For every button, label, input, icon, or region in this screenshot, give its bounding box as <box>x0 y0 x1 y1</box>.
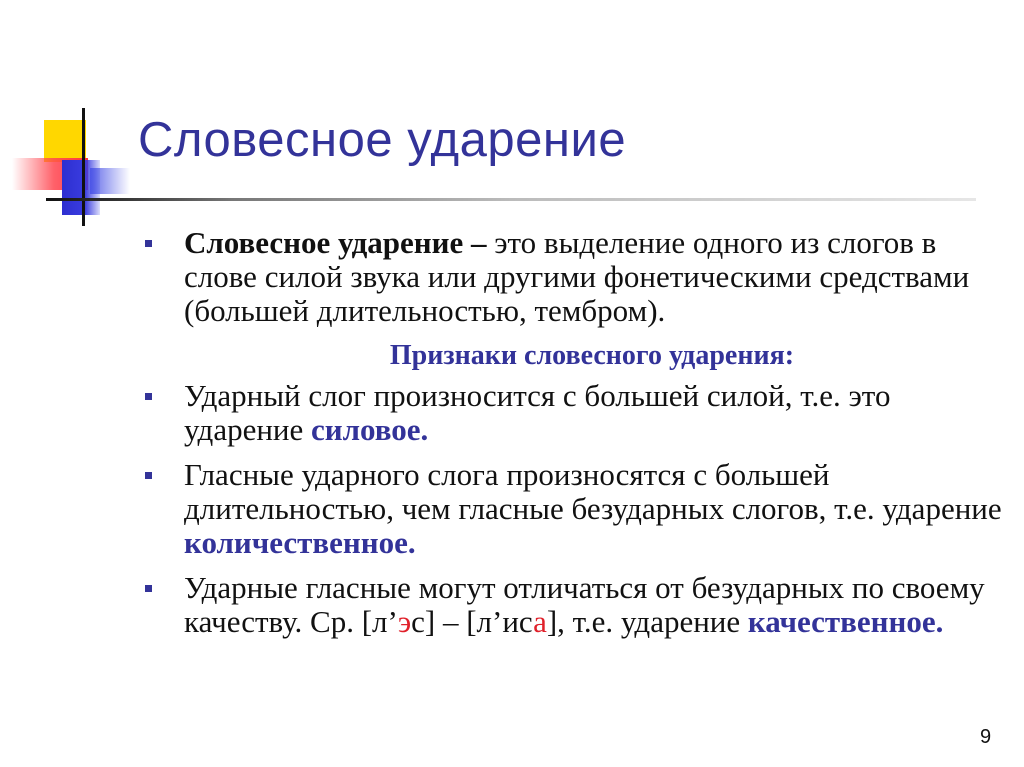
bullet-text: с] – [л’ис <box>411 604 534 639</box>
bullet-icon <box>145 585 152 592</box>
bullet-icon <box>145 472 152 479</box>
stressed-vowel: а <box>533 604 547 639</box>
bullet-icon <box>145 240 152 247</box>
bullet-text: ], т.е. ударение <box>546 604 748 639</box>
definition-term: Словесное ударение <box>184 225 464 260</box>
bullet-accent-term: количественное. <box>184 525 416 560</box>
slide-content <box>142 226 1002 650</box>
definition-text: это выделение одного из слогов в слове силой звука или другими фонетическими средствами (большей длительностью, тембром). <box>184 225 970 328</box>
bullet-accent-term: качественное. <box>747 604 944 639</box>
stressed-vowel: э <box>397 604 412 639</box>
page-number: 9 <box>980 726 992 748</box>
bullet-text: Ударный слог произносится с большей силой, т.е. это ударение <box>184 378 891 447</box>
blue-gradient-shape <box>90 168 130 194</box>
yellow-square-shape <box>44 120 86 162</box>
bullet-item <box>142 458 1002 560</box>
slide-title: Словесное ударение <box>138 113 627 167</box>
bullet-accent-term: силовое. <box>311 412 429 447</box>
definition-dash: – <box>463 225 495 260</box>
bullet-icon <box>145 393 152 400</box>
title-underline-rule <box>46 198 976 201</box>
corner-decoration <box>0 0 120 240</box>
bullet-item <box>142 379 1002 447</box>
features-subheading: Признаки словесного ударения: <box>389 340 795 371</box>
definition-item <box>142 226 1002 328</box>
bullet-text: Ударные гласные могут отличаться от безударных по своему качеству. Ср. [л’ <box>184 570 985 639</box>
bullet-text: Гласные ударного слога произносятся с большей длительностью, чем гласные безударных слогов, т.е. ударение <box>184 457 1002 526</box>
bullet-item <box>142 571 1002 639</box>
vertical-rule <box>82 108 85 226</box>
